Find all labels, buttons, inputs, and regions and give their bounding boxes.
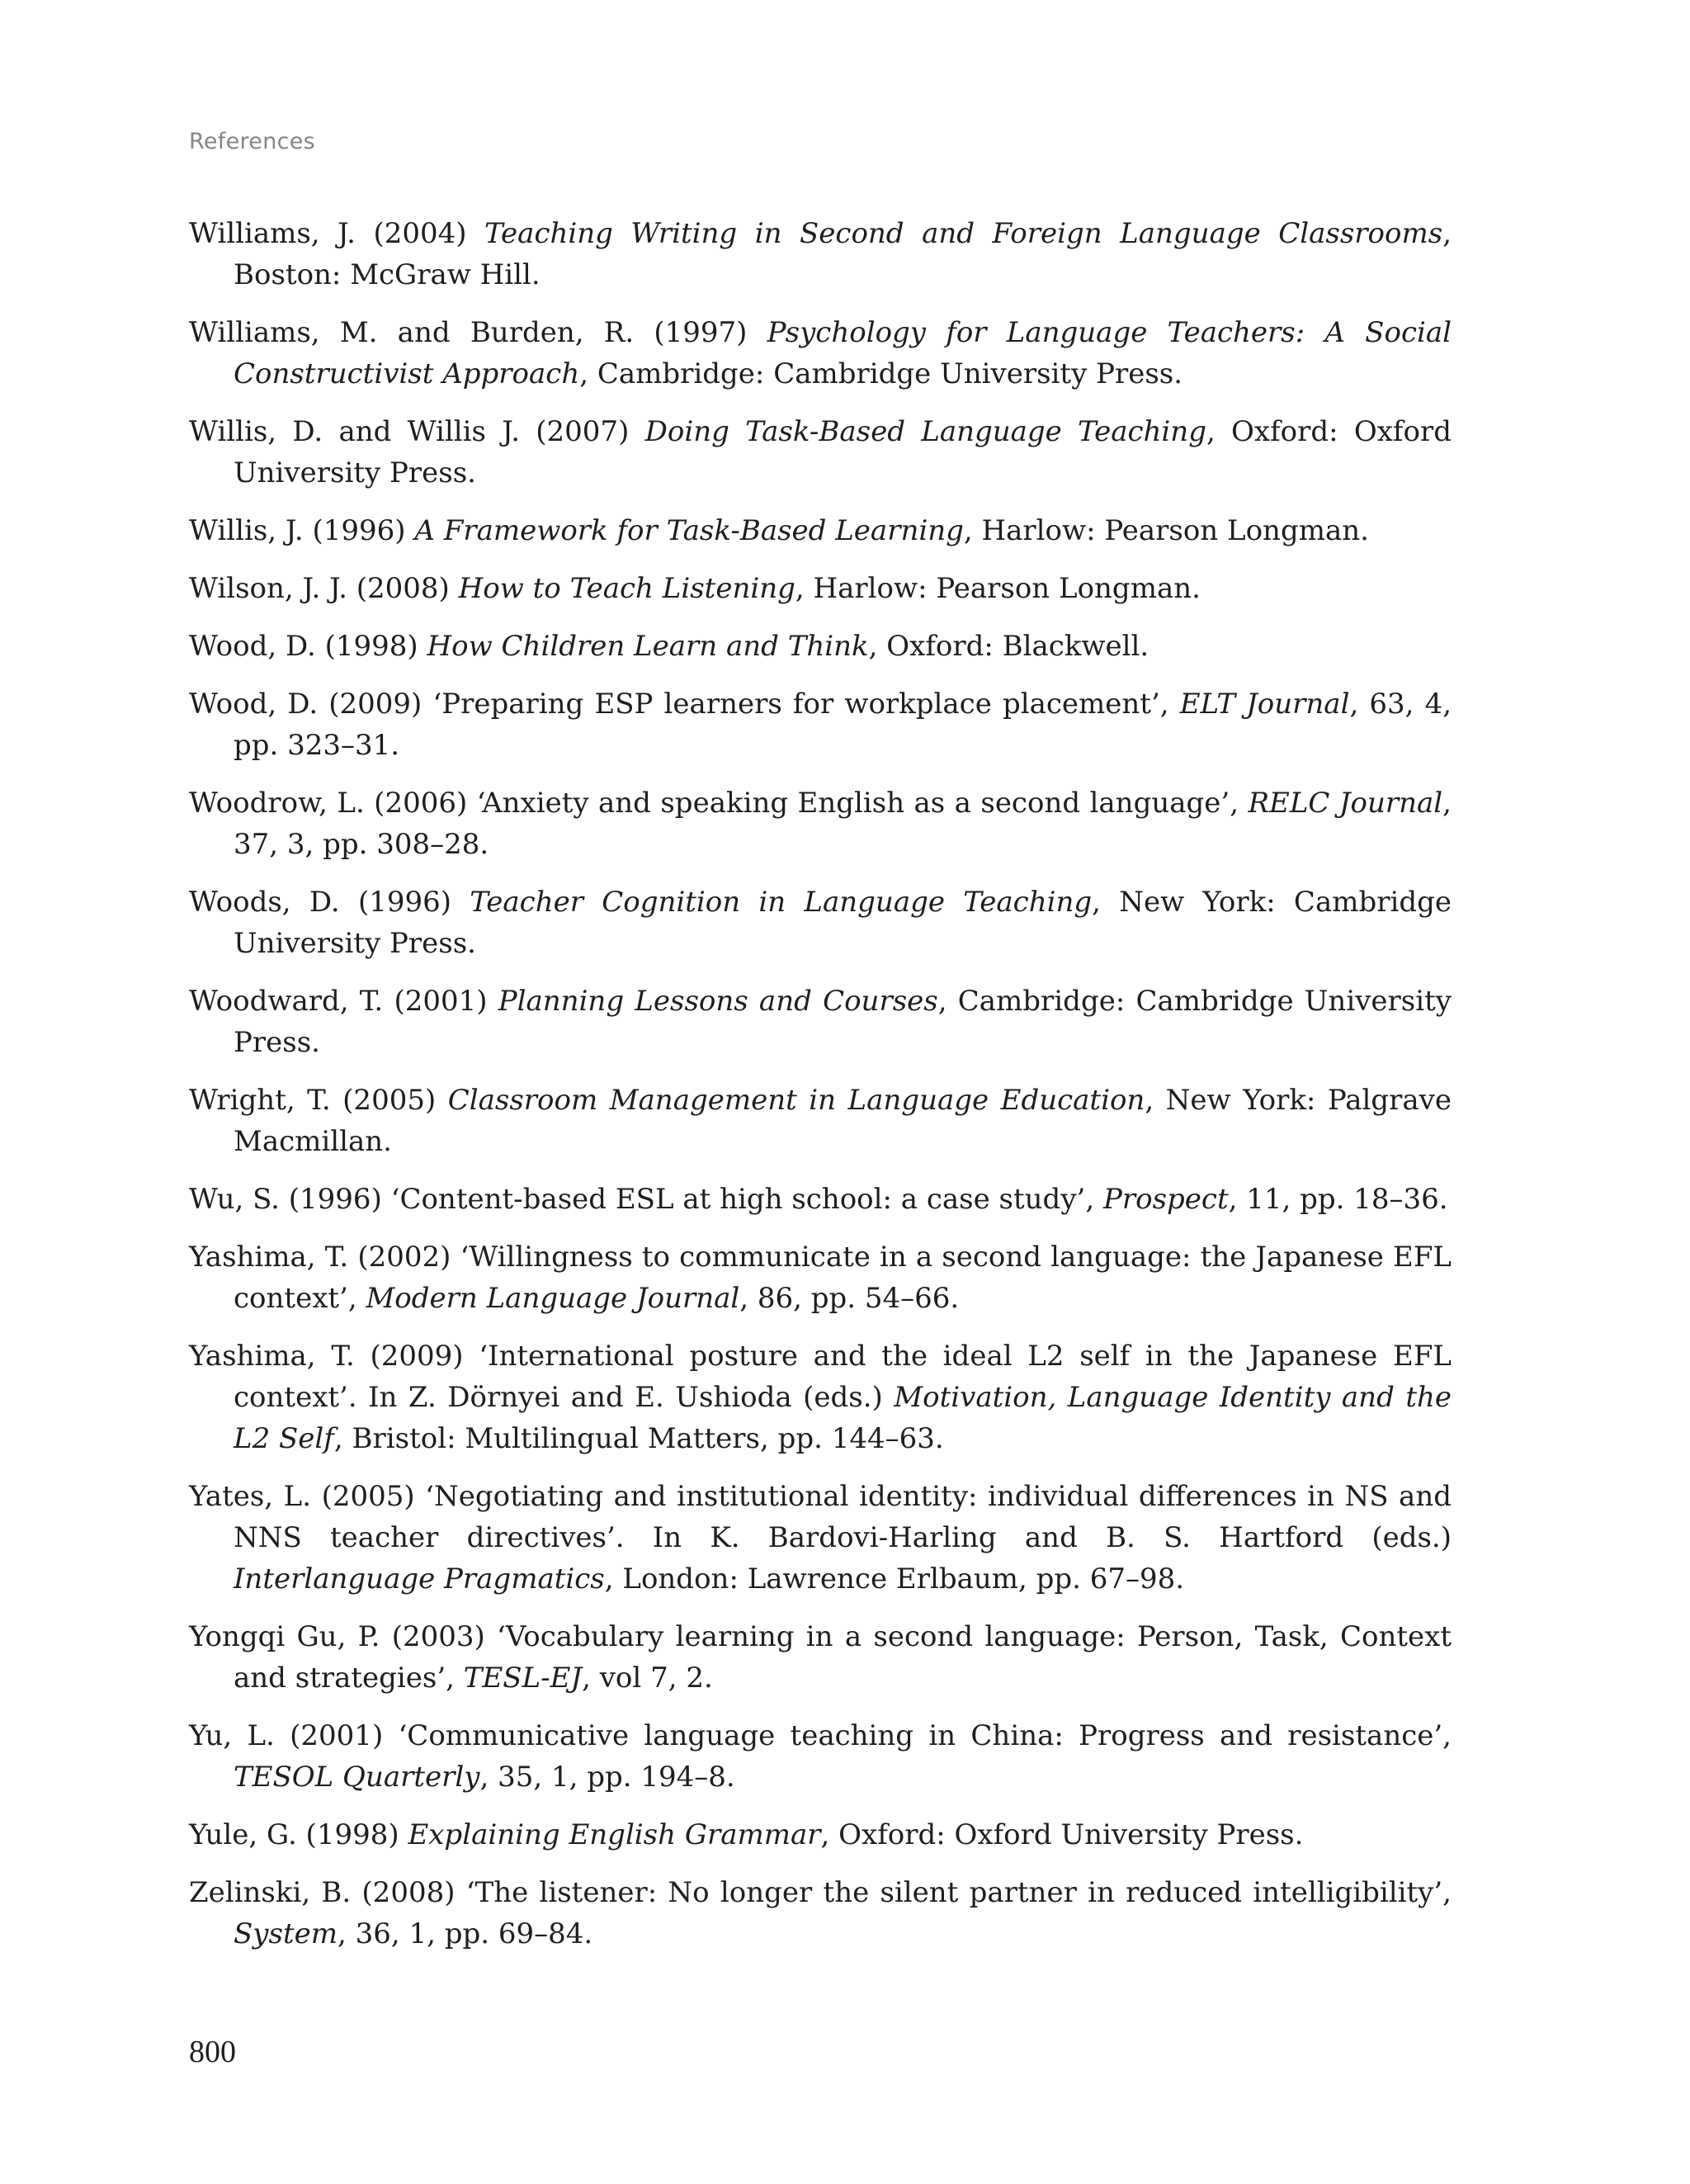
reference-lead: Woodrow, L. (2006) ‘Anxiety and speaking English as a second language’, (189, 787, 1249, 820)
reference-title: TESOL Quarterly (234, 1761, 480, 1794)
reference-lead: Wu, S. (1996) ‘Content-based ESL at high school: a case study’, (189, 1183, 1103, 1216)
reference-title: How to Teach Listening (458, 572, 795, 605)
running-head: References (189, 129, 316, 154)
reference-lead: Williams, J. (2004) (189, 217, 485, 250)
reference-tail: , Bristol: Multilingual Matters, pp. 144–63. (333, 1422, 944, 1455)
reference-lead: Yates, L. (2005) ‘Negotiating and institutional identity: individual differences in NS and NNS teacher directives’. In K. Bardovi-Harling and B. S. Hartford (eds.) (189, 1480, 1452, 1554)
reference-lead: Wilson, J. J. (2008) (189, 572, 459, 605)
reference-entry (189, 1179, 1452, 1220)
reference-tail: , vol 7, 2. (582, 1662, 713, 1695)
reference-entry (189, 1872, 1452, 1955)
reference-tail: , 63, 4, pp. 323–31. (234, 688, 1452, 762)
reference-tail: , Oxford: Oxford University Press. (820, 1818, 1304, 1851)
reference-tail: , Cambridge: Cambridge University Press. (579, 357, 1183, 390)
reference-lead: Willis, J. (1996) (189, 514, 415, 547)
reference-title: System (234, 1917, 338, 1950)
reference-tail: , Harlow: Pearson Longman. (963, 514, 1369, 547)
reference-title: How Children Learn and Think (427, 630, 869, 663)
reference-entry (189, 1814, 1452, 1855)
reference-lead: Yongqi Gu, P. (2003) ‘Vocabulary learning in a second language: Person, Task, Context and strategies’, (189, 1620, 1452, 1695)
reference-title: Teacher Cognition in Language Teaching (470, 886, 1093, 919)
reference-lead: Williams, M. and Burden, R. (1997) (189, 316, 767, 349)
reference-entry (189, 626, 1452, 667)
reference-lead: Yashima, T. (2009) ‘International posture and the ideal L2 self in the Japanese EFL context’. In Z. Dörnyei and E. Ushioda (eds.) (189, 1340, 1452, 1414)
reference-tail: , London: Lawrence Erlbaum, pp. 67–98. (604, 1562, 1185, 1595)
reference-title: ELT Journal (1179, 688, 1350, 721)
reference-lead: Yashima, T. (2002) ‘Willingness to communicate in a second language: the Japanese EFL context’, (189, 1241, 1452, 1315)
reference-tail: , 36, 1, pp. 69–84. (337, 1917, 593, 1950)
reference-entry (189, 411, 1452, 494)
reference-lead: Zelinski, B. (2008) ‘The listener: No longer the silent partner in reduced intelligibility’, (189, 1876, 1452, 1909)
reference-title: Planning Lessons and Courses (498, 985, 938, 1018)
reference-lead: Woodward, T. (2001) (189, 985, 498, 1018)
reference-lead: Woods, D. (1996) (189, 886, 470, 919)
reference-entry (189, 1335, 1452, 1459)
reference-entry (189, 510, 1452, 551)
reference-entry (189, 1616, 1452, 1699)
reference-lead: Wood, D. (1998) (189, 630, 427, 663)
reference-lead: Yule, G. (1998) (189, 1818, 408, 1851)
reference-lead: Wood, D. (2009) ‘Preparing ESP learners for workplace placement’, (189, 688, 1180, 721)
reference-entry (189, 1476, 1452, 1600)
reference-list (189, 213, 1452, 1971)
reference-tail: , New York: Cambridge University Press. (234, 886, 1452, 960)
reference-tail: , 35, 1, pp. 194–8. (479, 1761, 735, 1794)
reference-title: Explaining English Grammar (408, 1818, 821, 1851)
reference-entry (189, 568, 1452, 609)
reference-title: A Framework for Task-Based Learning (414, 514, 964, 547)
reference-title: Teaching Writing in Second and Foreign Language Classrooms (484, 217, 1443, 250)
reference-tail: , 37, 3, pp. 308–28. (234, 787, 1452, 861)
reference-tail: , Harlow: Pearson Longman. (795, 572, 1201, 605)
reference-title: Motivation, Language Identity and the L2 Self (234, 1381, 1452, 1455)
page-number: 800 (189, 2035, 236, 2069)
reference-entry (189, 981, 1452, 1063)
reference-tail: , 11, pp. 18–36. (1228, 1183, 1448, 1216)
reference-tail: , Oxford: Blackwell. (868, 630, 1149, 663)
reference-lead: Willis, D. and Willis J. (2007) (189, 415, 645, 448)
reference-entry (189, 882, 1452, 964)
reference-title: Doing Task-Based Language Teaching (644, 415, 1206, 448)
reference-tail: , Oxford: Oxford University Press. (234, 415, 1452, 489)
reference-title: Modern Language Journal (366, 1282, 740, 1315)
reference-entry (189, 782, 1452, 865)
reference-title: RELC Journal (1248, 787, 1443, 820)
reference-entry (189, 312, 1452, 395)
reference-tail: , Cambridge: Cambridge University Press. (234, 985, 1452, 1059)
reference-lead: Wright, T. (2005) (189, 1084, 448, 1117)
reference-entry (189, 1236, 1452, 1319)
reference-title: TESL-EJ (463, 1662, 583, 1695)
reference-title: Prospect (1102, 1183, 1229, 1216)
reference-entry (189, 683, 1452, 766)
reference-title: Classroom Management in Language Education (447, 1084, 1145, 1117)
reference-entry (189, 213, 1452, 295)
reference-tail: , New York: Palgrave Macmillan. (234, 1084, 1452, 1158)
reference-title: Psychology for Language Teachers: A Social Constructivist Approach (234, 316, 1452, 390)
reference-title: Interlanguage Pragmatics (234, 1562, 605, 1595)
reference-entry (189, 1715, 1452, 1798)
reference-tail: , 86, pp. 54–66. (739, 1282, 960, 1315)
reference-lead: Yu, L. (2001) ‘Communicative language teaching in China: Progress and resistance’, (189, 1719, 1452, 1752)
reference-entry (189, 1080, 1452, 1162)
reference-tail: , Boston: McGraw Hill. (234, 217, 1452, 291)
